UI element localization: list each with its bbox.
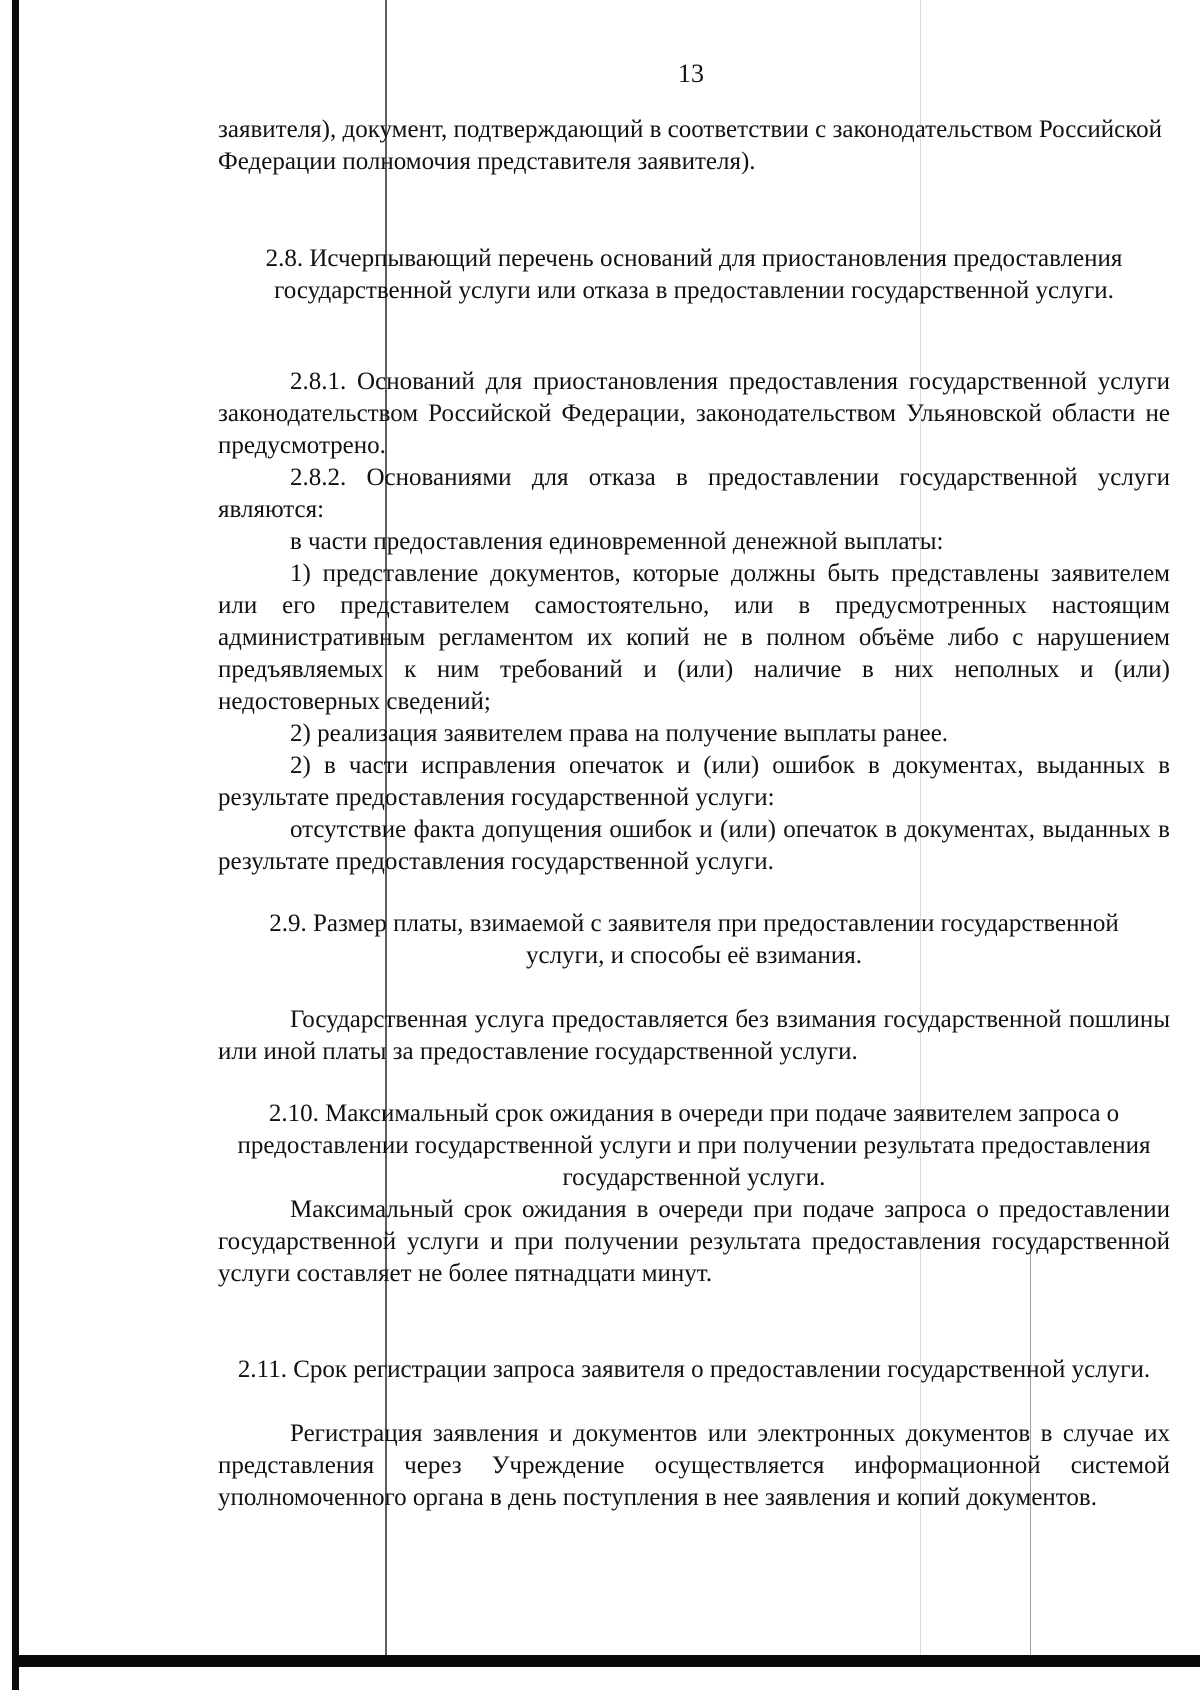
section-heading-2-10: 2.10. Максимальный срок ожидания в очереди при подаче заявителем запроса о предоставлении государственной услуги и при получении результата предоставления государственной услуги. [237, 1100, 1151, 1191]
section-heading-2-11: 2.11. Срок регистрации запроса заявителя о предоставлении государственной услуги. [237, 1356, 1151, 1383]
list-item-2: 2) реализация заявителем права на получение выплаты ранее. [290, 720, 949, 747]
intro-paragraph: заявителя), документ, подтверждающий в соответствии с законодательством Российской Федерации полномочия представителя заявителя). [218, 116, 1163, 175]
paragraph-2-8-1: 2.8.1. Оснований для приостановления предоставления государственной услуги законодательством Российской Федерации, законодательством Ульяновской области не предусмотрено. [218, 368, 1170, 459]
scan-left-edge [12, 0, 19, 1690]
section-heading-2-8: 2.8. Исчерпывающий перечень оснований для приостановления предоставления государственной услуги или отказа в предоставлении государственной услуги. [265, 245, 1123, 304]
paragraph-part-payment: в части предоставления единовременной денежной выплаты: [290, 528, 944, 555]
paragraph-2-10: Максимальный срок ожидания в очереди при подаче запроса о предоставлении государственной услуги и при получении результата предоставления государственной услуги составляет не более пятнадцати минут. [218, 1196, 1170, 1287]
page-number: 13 [678, 59, 704, 88]
scan-bottom-edge [12, 1655, 1200, 1667]
paragraph-2-11: Регистрация заявления и документов или электронных документов в случае их представления через Учреждение осуществляется информационной системой уполномоченного органа в день поступления в нее заявления и копий документов. [218, 1420, 1170, 1511]
section-heading-2-9: 2.9. Размер платы, взимаемой с заявителя при предоставлении государственной услуги, и способы её взимания. [269, 910, 1119, 969]
paragraph-absence: отсутствие факта допущения ошибок и (или) опечаток в документах, выданных в результате предоставления государственной услуги. [218, 816, 1170, 875]
paragraph-2-9: Государственная услуга предоставляется без взимания государственной пошлины или иной платы за предоставление государственной услуги. [218, 1006, 1170, 1065]
paragraph-2-8-2: 2.8.2. Основаниями для отказа в предоставлении государственной услуги являются: [218, 464, 1170, 523]
list-item-1: 1) представление документов, которые должны быть представлены заявителем или его представителем самостоятельно, или в предусмотренных настоящим административным регламентом их копий не в полном объёме либо с нарушением предъявляемых к ним требований и (или) наличие в них неполных и (или) недостоверных сведений; [218, 560, 1170, 715]
list-item-2b: 2) в части исправления опечаток и (или) ошибок в документах, выданных в результате предоставления государственной услуги: [218, 752, 1170, 811]
